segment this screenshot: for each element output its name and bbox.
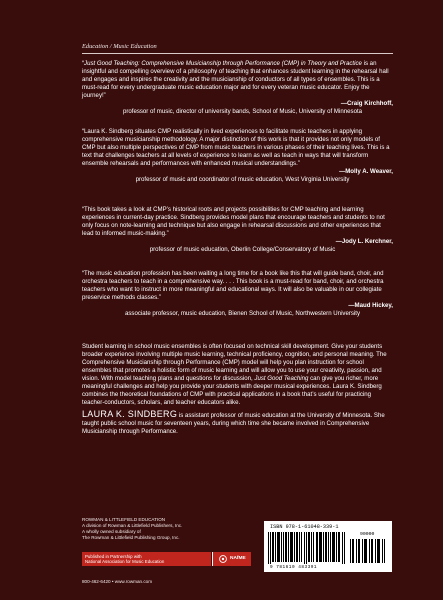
header-divider xyxy=(82,53,393,54)
nafme-emblem-icon xyxy=(219,555,227,563)
publisher-line: The Rowman & Littlefield Publishing Group, Inc. xyxy=(82,535,180,540)
quote-affiliation: professor of music and coordinator of music education, West Virginia University xyxy=(135,176,350,183)
quote-affiliation: professor of music, director of university bands, School of Music, University of Minnesota xyxy=(122,108,363,115)
barcode-addon-number: 90000 xyxy=(360,532,375,537)
isbn-barcode xyxy=(264,521,392,572)
description-text xyxy=(82,343,393,407)
endorsement-quote xyxy=(82,206,393,254)
barcode-digits: 9 781610 483391 xyxy=(270,565,318,570)
quote-book-title: Just Good Teaching: Comprehensive Musicianship through Performance (CMP) in Theory and Practice xyxy=(84,60,362,67)
quote-attribution xyxy=(82,168,393,176)
quote-affiliation: professor of music education, Oberlin College/Conservatory of Music xyxy=(149,246,336,253)
nafme-logo xyxy=(212,552,251,566)
author-name: LAURA K. SINDBERG xyxy=(82,409,178,419)
quote-author: —Craig Kirchhoff, xyxy=(340,100,393,107)
quote-body: “This book takes a look at CMP’s historical roots and projects possibilities for CMP teaching and learning experiences in current-day practice. Sindberg provides model plans that encourage teachers and students to not only focus on note-learning and technique but also engage in rehearsal discussions and other experiences that lead to informed music-making.” xyxy=(82,206,385,237)
barcode-addon-bars-icon xyxy=(350,539,386,563)
publisher-info xyxy=(82,517,252,541)
quote-author: —Molly A. Weaver, xyxy=(339,168,393,175)
quote-body: “Laura K. Sindberg situates CMP realistically in lived experiences to facilitate music teachers in applying comprehensive musicianship methodology. A major distinction of this work is that it provides not only models of CMP but also multiple perspectives of CMP from music teachers in various phases of their teaching lives. This is a text that challenges teachers at all levels of experience to learn as well as teach in ways that will transform ensemble rehearsals and performances with enhanced musical understandings.” xyxy=(82,128,390,167)
description-part1: Student learning in school music ensembles is often focused on technical skill development. Give your students broader experience involving multiple music learning, technical proficiency, cognition, and personal meaning. The Comprehensive Musicianship through Performance (CMP) model will help you plan instruction for school ensembles that promotes a holistic form of music learning and will allow you to use your creativity, passion, and vision. With model teaching plans and questions for discussion, xyxy=(82,343,387,382)
quote-body: “The music education profession has been waiting a long time for a book like this that will guide band, choir, and orchestra teachers to teach in a comprehensive way. . . . This book is a must-read for band, choir, and orchestra teachers who want to instruct in more meaningful and educational ways. It will also be valuable in our collegiate preservice methods classes.” xyxy=(82,270,384,301)
endorsement-quote xyxy=(82,60,393,116)
partnership-text xyxy=(85,554,164,564)
quote-attribution xyxy=(82,302,393,310)
partnership-banner xyxy=(82,552,211,566)
quote-attribution xyxy=(82,238,393,246)
partner-line: National Association for Music Education xyxy=(85,559,165,565)
quote-author: —Maud Hickey, xyxy=(348,302,393,309)
category-label: Education / Music Education xyxy=(82,43,157,50)
quote-affiliation: associate professor, music education, Bienen School of Music, Northwestern University xyxy=(124,310,361,317)
quote-body: is an insightful and compelling overview of a philosophy of teaching that enhances student learning in the rehearsal hall and engages and inspires the creativity and the musicianship of conductors of all types of ensembles. This is a must-read for every undergraduate music education major and for every veteran music educator. Enjoy the journey!” xyxy=(82,60,389,99)
endorsement-quote xyxy=(82,128,393,184)
description-part2: can give you richer, more meaningful challenges and help you provide your students with deeper musical experiences. Laura K. Sindberg combines the theoretical foundations of CMP with practical applications in a book that’s useful for practicing teacher-conductors, scholars, and teacher educators alike. xyxy=(82,375,382,406)
quote-attribution xyxy=(82,100,393,108)
isbn-number: ISBN 978-1-61048-339-1 xyxy=(270,524,339,530)
publisher-name: ROWMAN & LITTLEFIELD EDUCATION xyxy=(82,517,166,522)
endorsement-quote xyxy=(82,270,393,318)
publisher-line: A division of Rowman & Littlefield Publishers, Inc. xyxy=(82,523,183,528)
book-description xyxy=(82,343,393,407)
bio-body: is assistant professor of music education at the University of Minnesota. She taught public school music for seventeen years, during which time she became involved in Comprehensive Musicianship through Performance. xyxy=(82,412,385,435)
publisher-contact: 800-462-6420 • www.rowman.com xyxy=(82,579,153,584)
partner-line: Published in Partnership with xyxy=(85,554,142,559)
barcode-bars-icon xyxy=(268,532,346,564)
publisher-line: A wholly owned subsidiary of xyxy=(82,529,141,534)
bio-text xyxy=(82,410,393,436)
quote-text: “Just Good Teaching: Comprehensive Musicianship through Performance (CMP) in Theory and Practice is an insightful and compelling overview of a philosophy of teaching that enhances student learning in the rehearsal hall and engages and inspires the creativity and the musicianship of conductors of all types of ensembles. This is a must-read for every undergraduate music education major and for every veteran music educator. Enjoy the journey!” xyxy=(82,60,389,99)
nafme-wordmark: NAfME xyxy=(230,556,246,561)
description-book-title: Just Good Teaching xyxy=(254,375,309,382)
quote-author: —Jody L. Kerchner, xyxy=(335,238,393,245)
author-bio xyxy=(82,410,393,436)
